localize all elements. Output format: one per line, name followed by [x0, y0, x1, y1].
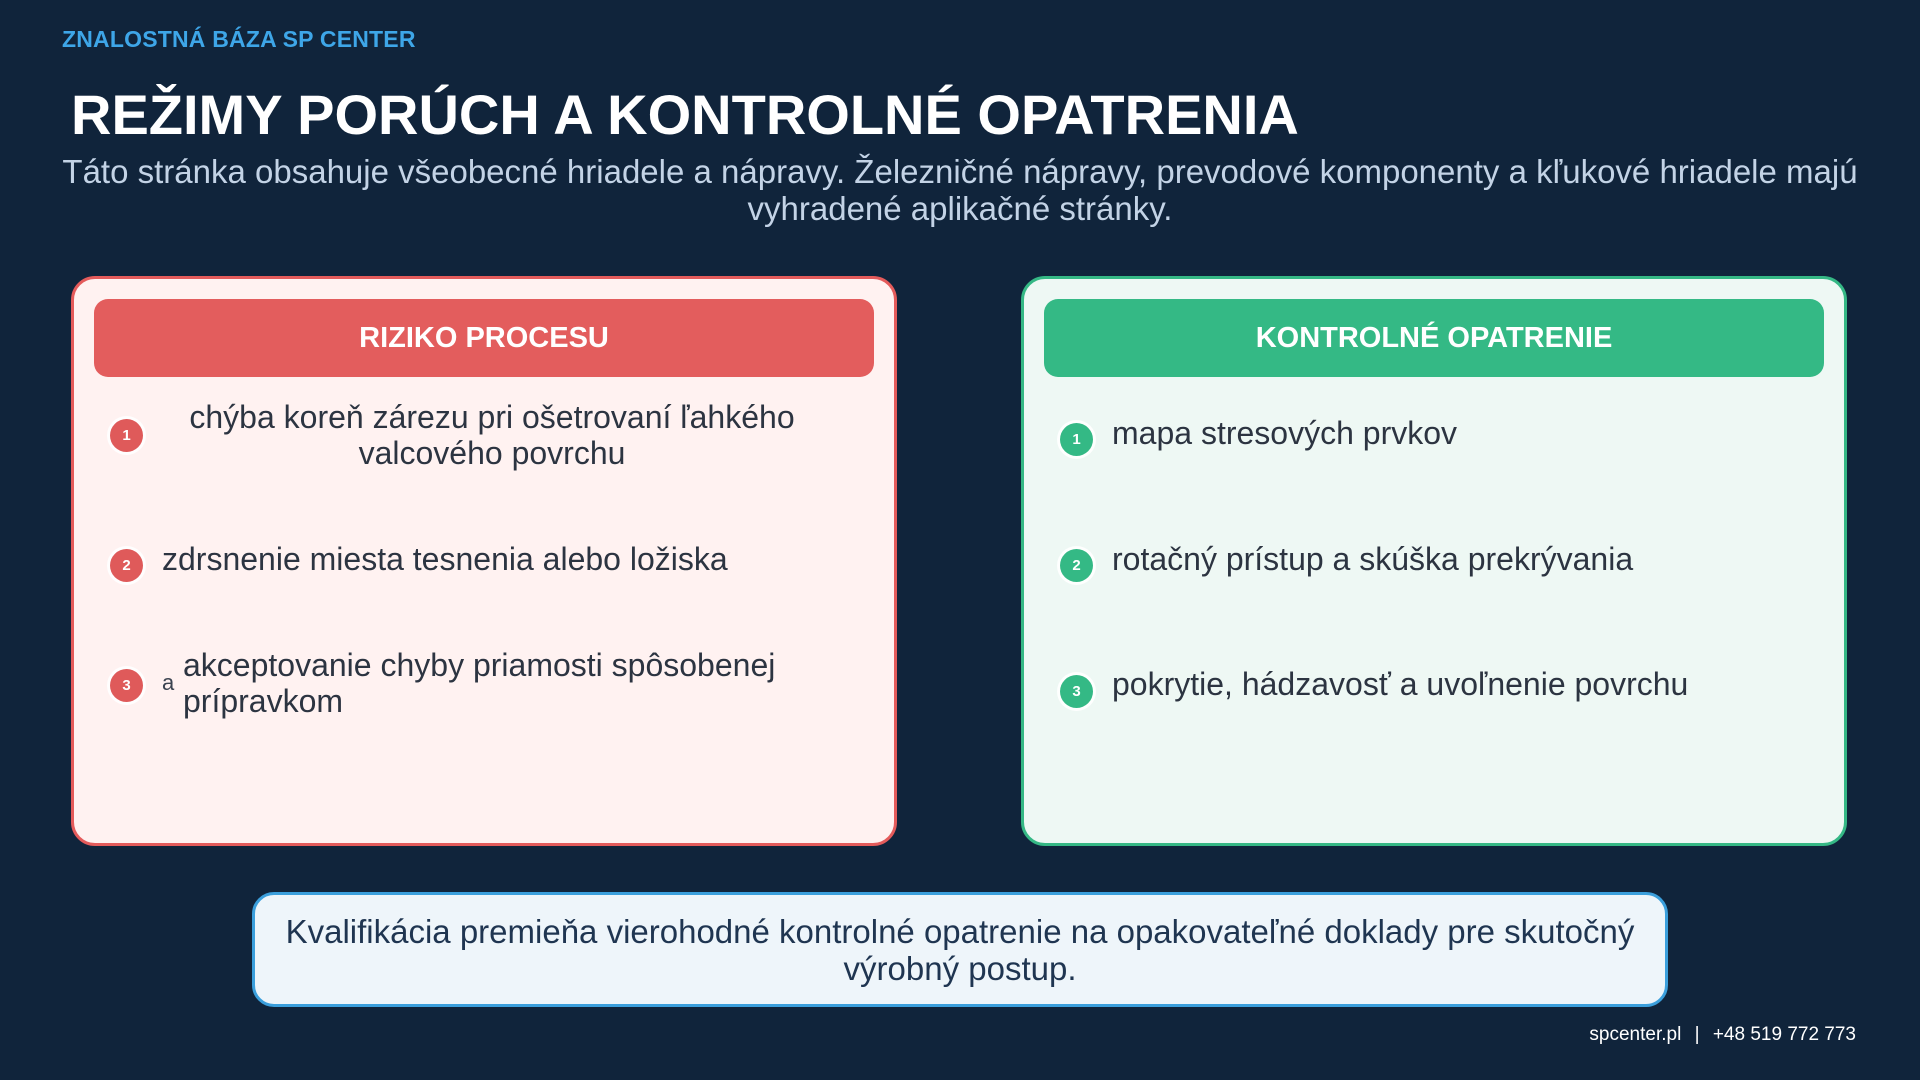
risk-item-1-number: 1 — [110, 419, 143, 452]
control-item-3-number: 3 — [1060, 675, 1093, 708]
footer-phone: +48 519 772 773 — [1712, 1024, 1856, 1045]
page-subtitle: Táto stránka obsahuje všeobecné hriadele a nápravy. Železničné nápravy, prevodové komponenty a kľukové hriadele majú vyhradené aplikačné stránky. — [62, 153, 1858, 227]
risk-panel-heading: RIZIKO PROCESU — [94, 299, 874, 377]
footer-separator: | — [1694, 1024, 1700, 1045]
risk-item-2-number: 2 — [110, 549, 143, 582]
risk-item-3-number: 3 — [110, 669, 143, 702]
control-item-1-number: 1 — [1060, 423, 1093, 456]
risk-item-1-text: chýba koreň zárezu pri ošetrovaní ľahkého valcového povrchu — [189, 399, 795, 471]
control-item-1-text: mapa stresových prvkov — [1112, 415, 1458, 451]
control-panel-heading: KONTROLNÉ OPATRENIE — [1044, 299, 1824, 377]
qualification-note: Kvalifikácia premieňa vierohodné kontrolné opatrenie na opakovateľné doklady pre skutočný výrobný postup. — [252, 892, 1668, 1007]
control-item-2-text: rotačný prístup a skúška prekrývania — [1112, 541, 1634, 577]
footer-contact — [1589, 1024, 1856, 1046]
page-title: REŽIMY PORÚCH A KONTROLNÉ OPATRENIA — [71, 83, 1299, 146]
risk-item-3-text: akceptovanie chyby priamosti spôsobenej prípravkom — [183, 647, 776, 719]
brand-label: ZNALOSTNÁ BÁZA SP CENTER — [62, 26, 416, 52]
risk-item-3-prefix: a — [162, 670, 175, 695]
risk-item-2-text: zdrsnenie miesta tesnenia alebo ložiska — [162, 541, 728, 577]
control-item-3-text: pokrytie, hádzavosť a uvoľnenie povrchu — [1112, 666, 1689, 702]
risk-panel — [71, 276, 897, 846]
control-item-2-number: 2 — [1060, 549, 1093, 582]
control-panel — [1021, 276, 1847, 846]
footer-site: spcenter.pl — [1589, 1024, 1682, 1045]
